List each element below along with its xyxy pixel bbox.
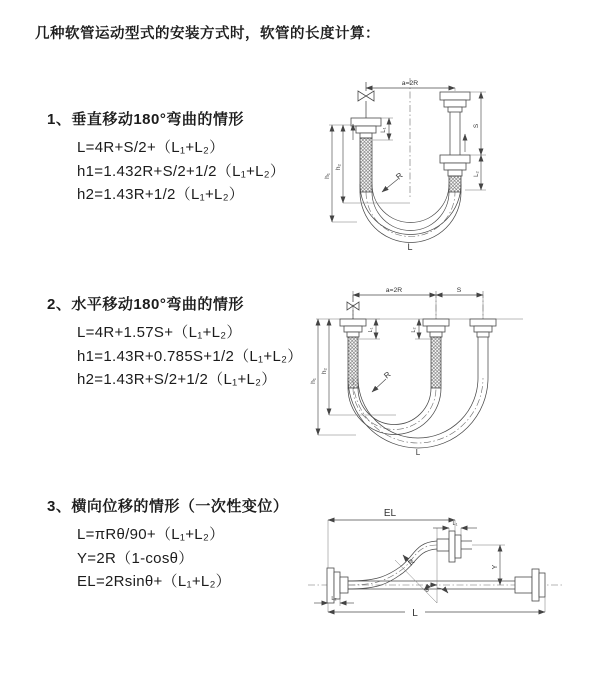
formula-line: h2=1.43R+S/2+1/2（L₁+L₂） [77,371,277,388]
dimension-l2-fitting [314,596,354,606]
dim-label-r: R [406,557,417,568]
section-1-heading: 1、垂直移动180°弯曲的情形 [47,111,244,128]
dim-label-h2: h₂ [335,163,342,171]
dim-label-l: L [407,242,413,252]
formula-line: L=4R+S/2+（L₁+L₂） [77,139,225,156]
dim-label-l2: L₂ [331,596,337,602]
section-2 [47,293,303,392]
dimension-a-2r [353,287,483,319]
section-2-heading: 2、水平移动180°弯曲的情形 [47,296,244,313]
centerlines [353,291,483,443]
section-1-formulas [77,136,285,207]
dim-label-y: Y [492,564,499,570]
dim-label-s: S [456,287,462,294]
diagram-lateral-displacement [300,498,595,658]
section-3 [47,495,288,594]
middle-flange-fitting [423,319,449,388]
dimension-h1 [324,125,357,222]
right-flange-fitting [440,92,470,192]
dimension-el [328,508,455,568]
dim-label-theta: θ [425,587,429,594]
left-flange-fitting [327,568,348,603]
dim-label-el: EL [383,508,397,519]
diagram-horizontal-180-bend [308,283,595,458]
right-flange-fitting [470,319,496,378]
radius-callout [382,171,405,192]
formula-line: EL=2Rsinθ+（L₁+L₂） [77,573,231,590]
dim-label-h1: h₁ [324,173,331,179]
formula-line: h1=1.43R+0.785S+1/2（L₁+L₂） [77,347,303,365]
section-3-heading: 3、横向位移的情形（一次性变位） [47,498,289,515]
formula-line: Y=2R（1-cosθ） [77,549,194,567]
formula-line: h1=1.432R+S/2+1/2（L₁+L₂） [77,162,286,180]
dim-label-l: L [415,448,421,457]
dim-label-l1: L₁ [381,127,387,133]
dimension-a-2r [366,80,455,91]
section-3-formulas [77,523,288,594]
formula-line: L=πRθ/90+（L₁+L₂） [77,526,225,543]
dim-label-l1: L₁ [368,327,374,333]
dim-label-a2r: a=2R [401,80,419,87]
dim-label-s: S [473,123,480,129]
dim-label-h2: h₂ [321,367,328,375]
dim-label-a2r: a=2R [385,287,403,294]
dim-label-l2: L₂ [474,171,480,177]
dimension-l [328,597,545,619]
formula-line: h2=1.43R+1/2（L₁+L₂） [77,186,245,203]
dim-label-r: R [382,369,393,381]
left-flange-fitting [340,319,366,388]
section-2-formulas [77,321,303,392]
dim-label-h1: h₁ [310,378,317,384]
formula-line: L=4R+1.57S+（L₁+L₂） [77,324,242,341]
dimension-y [472,545,505,585]
dimension-s [436,287,483,295]
dim-label-l2: L₂ [411,327,417,333]
dim-label-l: L [412,608,418,619]
diagram-vertical-180-bend [305,72,590,257]
valve-icon [358,82,374,118]
hose-u-bend [360,184,461,243]
dim-label-r: R [394,170,405,182]
dimension-s [470,92,486,155]
radius-callout [372,370,393,392]
page-title: 几种软管运动型式的安装方式时，软管的长度计算： [35,26,380,42]
section-1 [47,108,285,207]
dim-label-l1: L₁ [452,521,458,527]
hose-u-bend [348,378,488,448]
left-flange-fitting [351,118,381,192]
